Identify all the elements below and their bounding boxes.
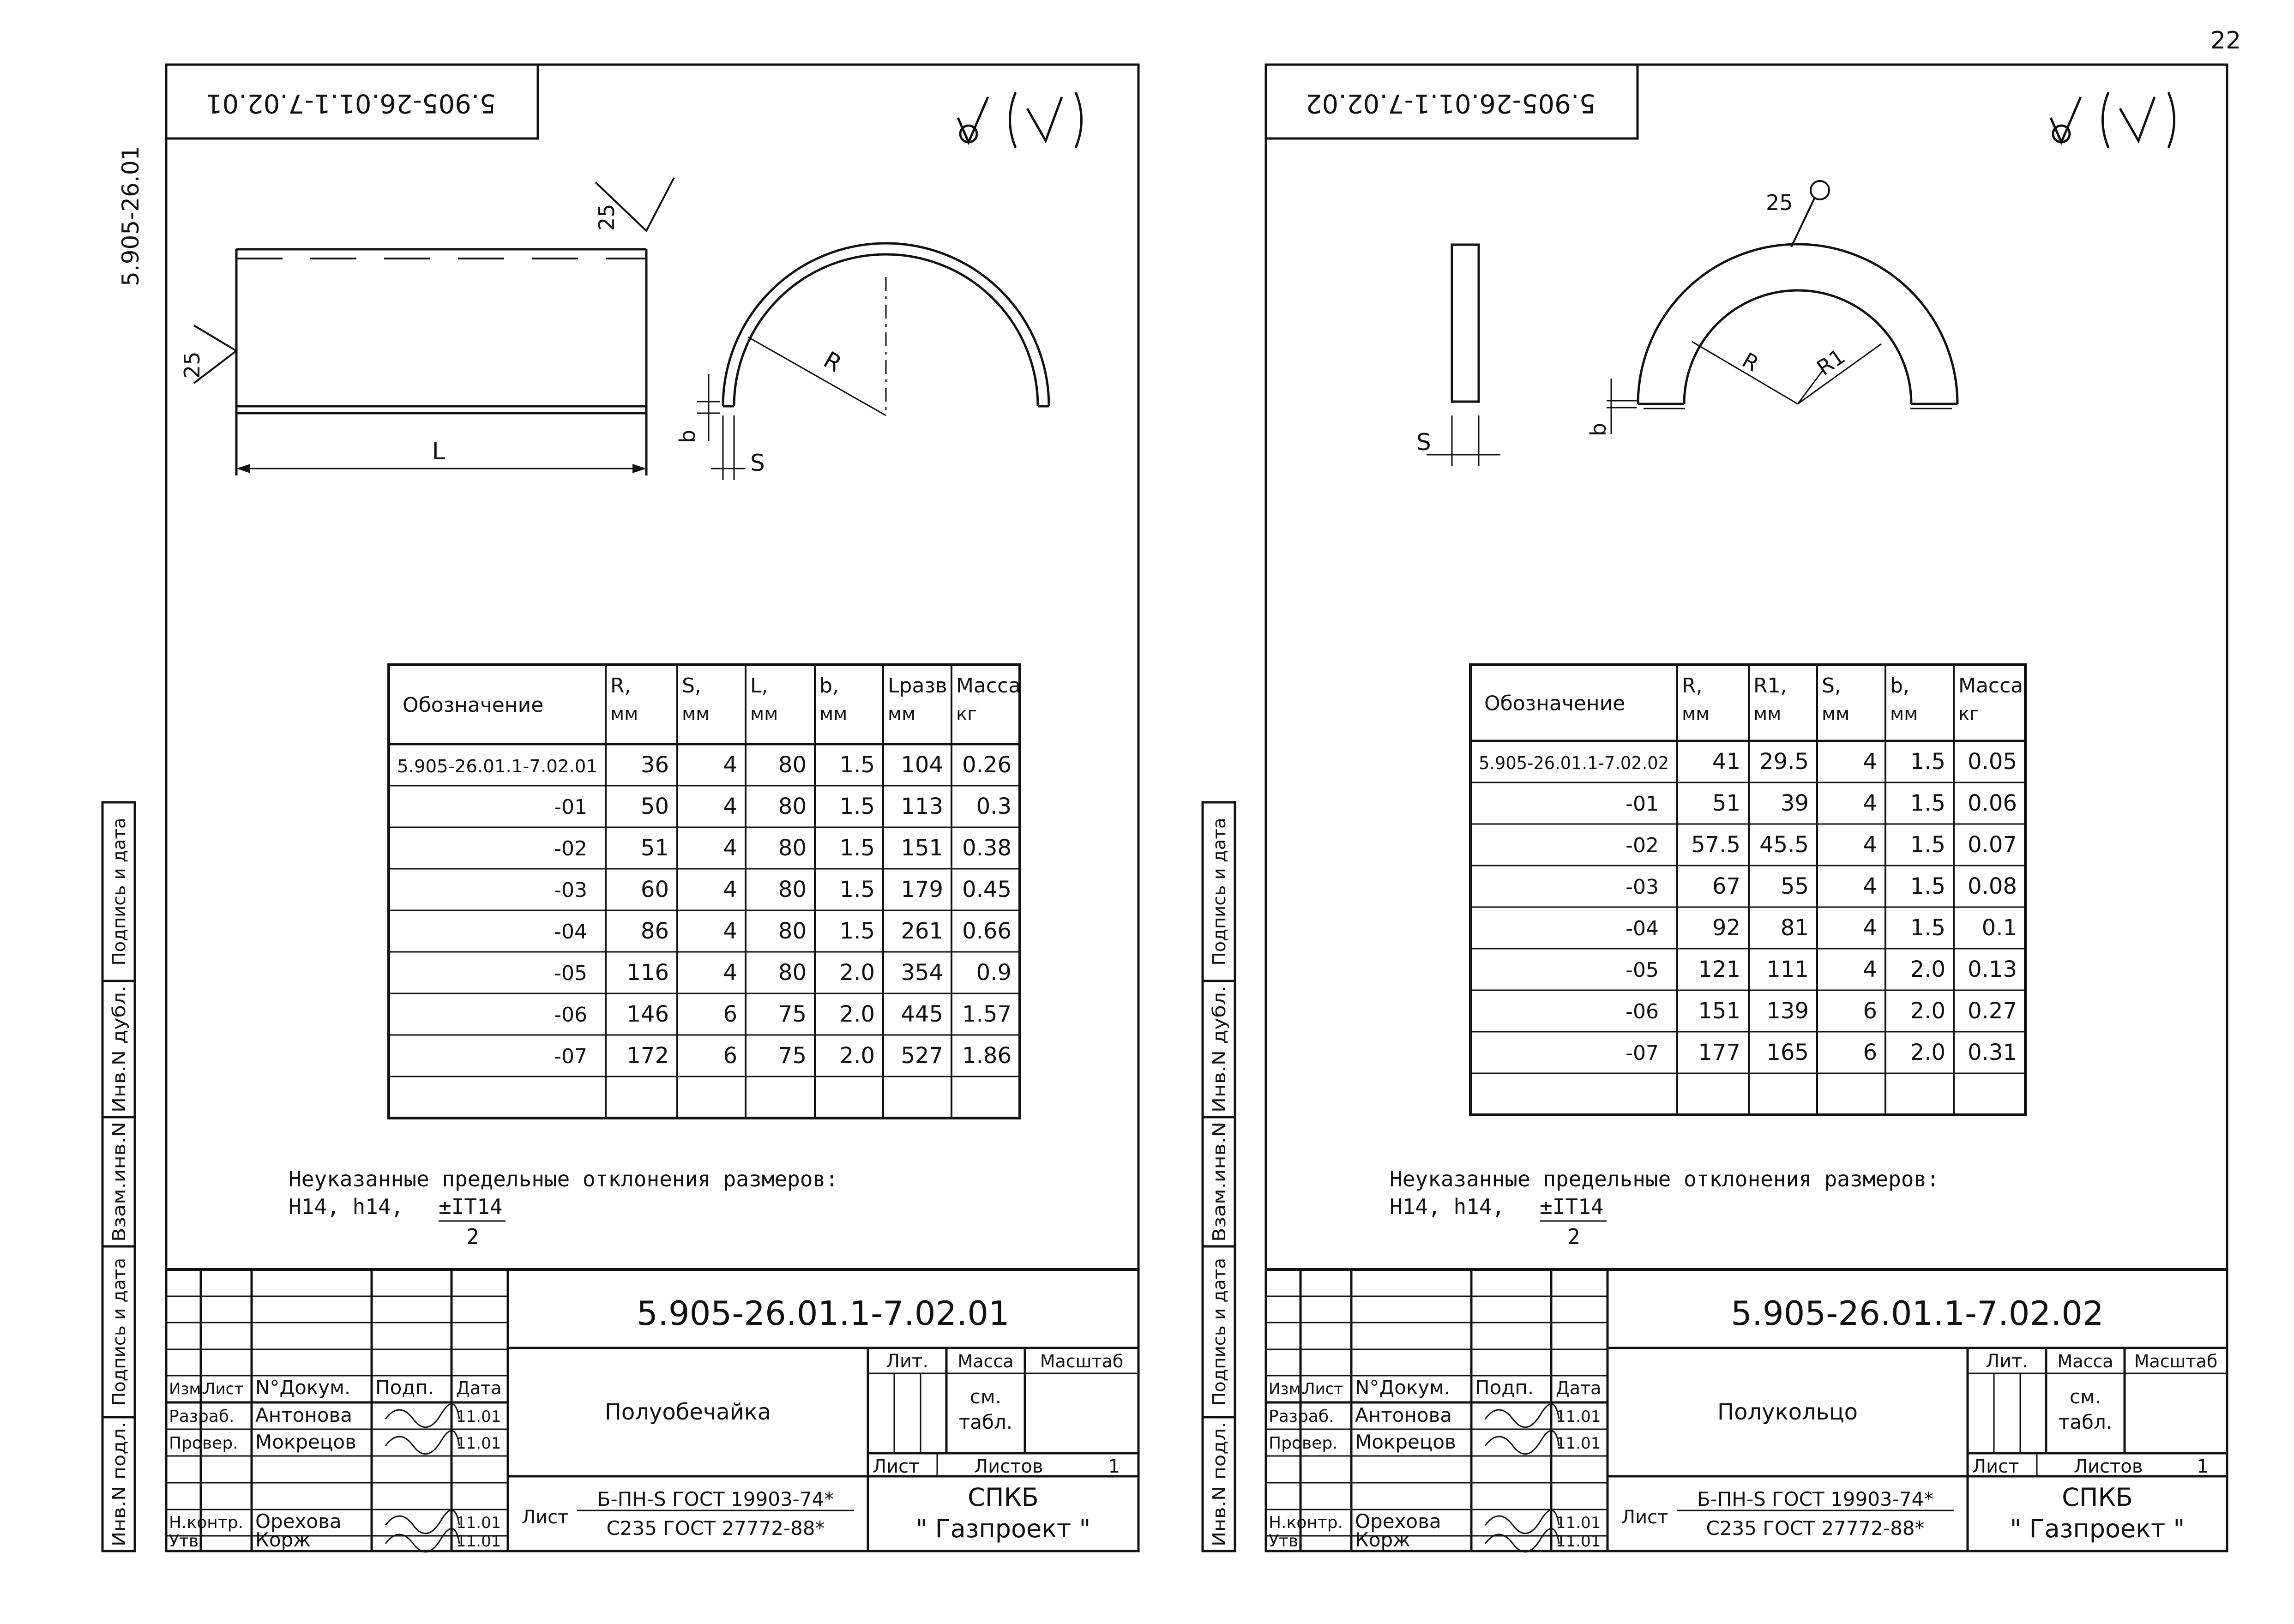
sheet-1-tolerance-frac-top: ±IT14 [439, 1194, 503, 1219]
sheet-2-roughness-top: 25 [1766, 190, 1793, 215]
sheet-2-tb-material-prefix: Лист [1621, 1507, 1668, 1528]
sheet-1-tb-signature-0 [385, 1404, 459, 1427]
sheet-1-table-row-5-col-3: 80 [778, 960, 807, 986]
sheet-1-table-row-2-col-1: 51 [640, 835, 669, 861]
sheet-2-table-row-0-col-1: 41 [1712, 749, 1740, 775]
sheet-2-table-row-6-col-5: 0.27 [1968, 998, 2017, 1024]
sheet-2-table-row-1-col-3: 4 [1863, 790, 1877, 816]
sheet-2-tb-code: 5.905-26.01.1-7.02.02 [1731, 1294, 2104, 1333]
sheet-2 [1266, 65, 2227, 1552]
sheet-2-tb-date-0: 11.01 [1556, 1407, 1601, 1426]
sheet-2-table-row-4-col-5: 0.1 [1981, 915, 2017, 941]
sheet-1-table-row-5-col-4: 2.0 [839, 960, 875, 986]
sheet-2-table-row-2-col-5: 0.07 [1968, 832, 2017, 858]
sheet-1-table-header-2-top: S, [682, 674, 701, 698]
sheet-1-tolerance-line1: Неуказанные предельные отклонения размеров: [289, 1167, 838, 1191]
sheet-1-table-row-1-col-5: 113 [901, 794, 943, 819]
sheet-1-tb-name: Полуобечайка [604, 1399, 771, 1425]
sheet-1-tb-name-0: Антонова [255, 1404, 352, 1426]
sheet-2-table-header-4-top: b, [1890, 674, 1909, 698]
sheet-1-tolerance-frac-bottom: 2 [466, 1224, 479, 1249]
sheet-2-table-row-6-col-1: 151 [1698, 998, 1740, 1024]
sheet-2-table-row-6-col-2: 139 [1766, 998, 1809, 1024]
sheet-1-table-row-4-col-1: 86 [640, 918, 669, 944]
sheet-2-tb-name-0: Антонова [1355, 1404, 1452, 1426]
sheet-2-table-row-2-col-2: 45.5 [1759, 832, 1809, 858]
sheet-1-tb-massa: Масса [957, 1351, 1014, 1371]
sheet-1-table-header-6-unit: кг [956, 704, 977, 725]
sheet-1-table-row-7-designation: -07 [554, 1045, 587, 1068]
sheet-2-tb-mass-value-1: см. [2069, 1385, 2101, 1408]
sheet-2-table-header-1-top: R, [1682, 674, 1703, 698]
sheet-1-side-stamp-field-4: Подпись и дата [109, 820, 129, 966]
sheet-2-table-row-6-designation: -06 [1626, 1000, 1659, 1023]
sheet-2-table-row-7-col-4: 2.0 [1910, 1040, 1945, 1065]
sheet-2-tb-listov: Листов [2074, 1456, 2143, 1477]
sheet-1-data-table [389, 665, 1021, 1118]
sheet-1-table-header-designation: Обозначение [403, 693, 544, 717]
sheet-2-tb-list: Лист [1972, 1456, 2019, 1477]
page-number: 22 [2210, 27, 2241, 54]
sheet-1-table-header-4-unit: мм [819, 704, 848, 725]
sheet-2-table-row-4-designation: -04 [1626, 917, 1659, 940]
sheet-1-tb-name-1: Мокрецов [255, 1431, 356, 1453]
sheet-2-table-header-1-unit: мм [1682, 704, 1710, 725]
sheet-1-side-stamp-field-0: Инв.N подл. [109, 1436, 129, 1546]
sheet-1-table-row-6-col-2: 6 [723, 1001, 737, 1027]
sheet-2-side-stamp-field-0: Инв.N подл. [1209, 1436, 1229, 1546]
sheet-2-table-row-0-col-4: 1.5 [1910, 749, 1945, 775]
sheet-1-tb-col-podp: Подп. [375, 1376, 434, 1399]
sheet-1-table-row-1-col-2: 4 [723, 794, 737, 819]
sheet-1-tb-date-1: 11.01 [456, 1434, 501, 1453]
sheet-1-table-row-1-col-1: 50 [640, 794, 669, 819]
sheet-1-tb-name-2: Орехова [255, 1510, 342, 1533]
sheet-2-tolerance-frac-top: ±IT14 [1540, 1194, 1604, 1219]
sheet-1-table-row-7-col-1: 172 [626, 1043, 669, 1069]
sheet-2-table-header-5-unit: кг [1958, 704, 1980, 725]
sheet-1-table-row-5-col-5: 354 [901, 960, 943, 986]
sheet-1-tb-listov-value: 1 [1108, 1456, 1120, 1477]
sheet-1-table-row-7-col-5: 527 [901, 1043, 943, 1069]
sheet-2-table-row-5-col-3: 4 [1863, 956, 1877, 982]
sheet-2-tb-date-3: 11.01 [1556, 1532, 1601, 1551]
sheet-2-tb-date-1: 11.01 [1556, 1434, 1601, 1453]
sheet-1-table-header-3-top: L, [750, 674, 768, 698]
sheet-2-table-row-5-designation: -05 [1626, 958, 1659, 982]
sheet-2-tb-role-3: Утв. [1269, 1532, 1304, 1551]
sheet-2-tb-material-top: Б-ПН-S ГОСТ 19903-74* [1697, 1488, 1934, 1510]
sheet-2-table-row-4-col-1: 92 [1712, 915, 1740, 941]
sheet-1-table-row-2-col-2: 4 [723, 835, 737, 861]
sheet-1-table-row-6-col-3: 75 [778, 1001, 807, 1027]
sheet-2-data-table [1470, 665, 2025, 1115]
sheet-2-table-row-6-col-3: 6 [1863, 998, 1877, 1024]
sheet-2-dim-r1: R1 [1812, 343, 1850, 381]
sheet-1-table-row-0-designation: 5.905-26.01.1-7.02.01 [397, 756, 597, 776]
sheet-2-side-stamp [1203, 802, 1235, 1551]
sheet-1-side-stamp-field-3: Инв.N дубл. [109, 1003, 129, 1113]
vertical-series-code: 5.905-26.01 [117, 145, 144, 286]
sheet-2-table-row-1-col-5: 0.06 [1968, 790, 2017, 816]
sheet-2-table-row-2-col-3: 4 [1863, 832, 1877, 858]
sheet-2-table-row-4-col-3: 4 [1863, 915, 1877, 941]
sheet-1-tb-role-1: Провер. [169, 1434, 238, 1453]
sheet-1-table-row-4-col-2: 4 [723, 918, 737, 944]
sheet-2-table-row-0-col-2: 29.5 [1759, 749, 1809, 775]
sheet-2-tolerance-line2: H14, h14, [1390, 1194, 1505, 1219]
sheet-2-table-header-3-unit: мм [1822, 704, 1850, 725]
sheet-1-table-row-6-col-6: 1.57 [962, 1001, 1012, 1027]
sheet-1-tb-signature-1 [385, 1431, 459, 1454]
sheet-1-table-row-4-designation: -04 [554, 920, 587, 944]
sheet-2-tb-role-2: Н.контр. [1269, 1513, 1343, 1532]
sheet-2-tb-org-2: " Газпроект " [2010, 1514, 2185, 1543]
sheet-1-tb-role-3: Утв. [169, 1532, 204, 1551]
sheet-2-tb-material-bottom: С235 ГОСТ 27772-88* [1706, 1517, 1925, 1540]
sheet-1-tb-material-bottom: С235 ГОСТ 27772-88* [606, 1517, 825, 1540]
sheet-2-side-stamp-field-4: Подпись и дата [1209, 820, 1229, 966]
sheet-1-tb-masshtab: Масштаб [1040, 1351, 1124, 1371]
sheet-2-table-row-3-designation: -03 [1626, 875, 1659, 899]
sheet-2-table-row-1-col-1: 51 [1712, 790, 1740, 816]
sheet-2-table-row-7-col-5: 0.31 [1968, 1040, 2017, 1065]
sheet-1-tb-date-0: 11.01 [456, 1407, 501, 1426]
sheet-1-table-header-4-top: b, [819, 674, 839, 698]
sheet-2-side-stamp-field-1: Подпись и дата [1209, 1260, 1229, 1406]
sheet-2-table-row-3-col-5: 0.08 [1968, 873, 2017, 899]
sheet-2-tb-signature-0 [1485, 1404, 1559, 1427]
sheet-2-table-row-7-col-2: 165 [1766, 1040, 1809, 1065]
sheet-1-table-row-4-col-6: 0.66 [962, 918, 1012, 944]
sheet-2-tolerance-line1: Неуказанные предельные отклонения размеров: [1390, 1167, 1939, 1191]
sheet-1 [166, 65, 1138, 1552]
sheet-1-table-row-0-col-6: 0.26 [962, 752, 1012, 778]
sheet-2-table-row-3-col-4: 1.5 [1910, 873, 1945, 899]
sheet-2-tb-signature-1 [1485, 1431, 1559, 1454]
sheet-1-table-row-3-col-2: 4 [723, 877, 737, 902]
sheet-1-table-row-4-col-4: 1.5 [839, 918, 875, 944]
sheet-1-table-row-3-col-5: 179 [901, 877, 943, 902]
sheet-1-table-row-3-col-3: 80 [778, 877, 807, 902]
sheet-2-table-header-2-top: R1, [1753, 674, 1787, 698]
sheet-1-dim-r: R [819, 346, 847, 378]
sheet-2-upside-code: 5.905-26.01.1-7.02.02 [1305, 88, 1596, 118]
sheet-2-tb-org-1: СПКБ [2062, 1483, 2133, 1512]
sheet-2-tolerance-note [1390, 1167, 1939, 1249]
sheet-2-tb-col-izm: Изм. [1269, 1380, 1306, 1398]
sheet-2-table-row-1-col-2: 39 [1780, 790, 1809, 816]
sheet-1-tb-name-3: Корж [255, 1528, 311, 1551]
sheet-1-tb-org-2: " Газпроект " [915, 1514, 1091, 1543]
sheet-1-dim-s: S [750, 450, 765, 476]
sheet-1-table-header-2-unit: мм [682, 704, 710, 725]
sheet-2-table-row-5-col-5: 0.13 [1968, 956, 2017, 982]
sheet-1-tb-material-top: Б-ПН-S ГОСТ 19903-74* [597, 1488, 834, 1510]
sheet-2-dim-b: b [1586, 422, 1611, 436]
sheet-1-table-row-1-designation: -01 [554, 795, 587, 819]
sheet-1-table-header-5-top: Lразв [888, 674, 947, 698]
sheet-1-title-block [166, 1269, 1138, 1552]
sheet-1-tb-mass-value-1: см. [969, 1385, 1002, 1408]
sheet-2-tolerance-frac-bottom: 2 [1567, 1224, 1580, 1249]
sheet-1-table-header-1-top: R, [610, 674, 631, 698]
sheet-1-table-row-3-col-1: 60 [640, 877, 669, 902]
sheet-1-tb-mass-value-2: табл. [958, 1411, 1013, 1433]
sheet-2-table-header-2-unit: мм [1753, 704, 1782, 725]
sheet-1-tb-lit: Лит. [885, 1351, 929, 1372]
sheet-1-table-row-6-col-1: 146 [626, 1001, 669, 1027]
sheet-1-table-row-0-col-3: 80 [778, 752, 807, 778]
sheet-1-table-row-4-col-5: 261 [901, 918, 943, 944]
sheet-2-table-row-0-designation: 5.905-26.01.1-7.02.02 [1479, 753, 1669, 773]
sheet-2-table-row-6-col-4: 2.0 [1910, 998, 1945, 1024]
sheet-1-table-row-0-col-4: 1.5 [839, 752, 875, 778]
sheet-1-tb-role-2: Н.контр. [169, 1513, 244, 1532]
sheet-2-table-row-7-col-3: 6 [1863, 1040, 1877, 1065]
sheet-2-table-row-4-col-4: 1.5 [1910, 915, 1945, 941]
sheet-2-title-block [1266, 1269, 2227, 1552]
sheet-1-table-row-5-col-6: 0.9 [976, 960, 1012, 986]
sheet-2-table-row-3-col-1: 67 [1712, 873, 1740, 899]
sheet-1-side-stamp-field-1: Подпись и дата [109, 1260, 129, 1406]
sheet-1-tb-code: 5.905-26.01.1-7.02.01 [637, 1294, 1010, 1333]
sheet-1-table-row-7-col-2: 6 [723, 1043, 737, 1069]
sheet-2-table-row-2-col-4: 1.5 [1910, 832, 1945, 858]
sheet-2-table-row-5-col-1: 121 [1698, 956, 1740, 982]
sheet-2-tb-name-3: Корж [1355, 1528, 1411, 1551]
sheet-1-tb-signature-3 [385, 1528, 459, 1552]
sheet-2-dim-s: S [1416, 429, 1431, 456]
sheet-1-table-header-3-unit: мм [750, 704, 778, 725]
sheet-1-dim-b: b [675, 429, 700, 443]
sheet-1-tb-col-izm: Изм. [169, 1380, 206, 1398]
sheet-1-table-row-5-col-1: 116 [626, 960, 669, 986]
sheet-2-tb-lit: Лит. [1985, 1351, 2029, 1372]
sheet-1-tb-role-0: Разраб. [169, 1407, 235, 1426]
sheet-1-tb-col-dokum: N°Докум. [255, 1376, 351, 1399]
sheet-1-tb-material-prefix: Лист [522, 1507, 569, 1528]
sheet-1-table-row-2-designation: -02 [554, 837, 587, 860]
sheet-1-table-row-3-col-4: 1.5 [839, 877, 875, 902]
sheet-2-dim-r: R [1738, 347, 1764, 377]
sheet-1-tolerance-line2: H14, h14, [289, 1194, 404, 1219]
sheet-1-tb-org-1: СПКБ [968, 1483, 1039, 1512]
sheet-1-semicircle-view [697, 243, 1049, 480]
sheet-1-table-row-2-col-3: 80 [778, 835, 807, 861]
sheet-2-table-row-1-designation: -01 [1626, 792, 1659, 816]
sheet-2-tb-massa: Масса [2057, 1351, 2113, 1371]
sheet-2-table-row-4-col-2: 81 [1780, 915, 1809, 941]
sheet-1-table-row-6-designation: -06 [554, 1003, 587, 1027]
sheet-2-side-stamp-field-2: Взам.инв.N [1209, 1139, 1229, 1242]
sheet-1-table-row-6-col-5: 445 [901, 1001, 943, 1027]
sheet-2-table-row-3-col-2: 55 [1780, 873, 1809, 899]
sheet-2-tb-listov-value: 1 [2197, 1456, 2209, 1477]
sheet-2-table-row-2-col-1: 57.5 [1691, 832, 1740, 858]
sheet-1-side-stamp-field-2: Взам.инв.N [109, 1139, 129, 1242]
sheet-1-tb-list: Лист [873, 1456, 920, 1477]
sheet-2-tb-col-dokum: N°Докум. [1355, 1376, 1451, 1399]
sheet-1-table-row-7-col-6: 1.86 [962, 1043, 1012, 1069]
sheet-2-table-header-5-top: Масса [1958, 674, 2023, 698]
sheet-1-table-row-3-col-6: 0.45 [962, 877, 1012, 902]
sheet-1-table-row-7-col-3: 75 [778, 1043, 807, 1069]
sheet-2-side-stamp-field-3: Инв.N дубл. [1209, 1003, 1229, 1113]
sheet-2-table-row-0-col-5: 0.05 [1968, 749, 2017, 775]
sheet-2-tb-role-0: Разраб. [1269, 1407, 1334, 1426]
sheet-1-tb-date-3: 11.01 [456, 1532, 501, 1551]
sheet-2-table-header-4-unit: мм [1890, 704, 1918, 725]
sheet-1-table-row-6-col-4: 2.0 [839, 1001, 875, 1027]
sheet-1-upside-code: 5.905-26.01.1-7.02.01 [205, 88, 496, 118]
sheet-2-tb-mass-value-2: табл. [2058, 1411, 2113, 1433]
sheet-1-table-header-5-unit: мм [888, 704, 916, 725]
sheet-1-table-row-0-col-5: 104 [901, 752, 943, 778]
sheet-2-tb-signature-3 [1485, 1528, 1559, 1552]
sheet-2-table-row-7-designation: -07 [1626, 1041, 1659, 1065]
sheet-2-tb-name-1: Мокрецов [1355, 1431, 1456, 1453]
sheet-1-table-row-5-col-2: 4 [723, 960, 737, 986]
sheet-1-table-row-1-col-4: 1.5 [839, 794, 875, 819]
sheet-2-tb-date-2: 11.01 [1556, 1514, 1601, 1532]
sheet-2-tb-name-2: Орехова [1355, 1510, 1441, 1533]
sheet-1-table-row-2-col-6: 0.38 [962, 835, 1012, 861]
sheet-1-table-row-1-col-3: 80 [778, 794, 807, 819]
sheet-1-table-row-4-col-3: 80 [778, 918, 807, 944]
sheet-1-dim-l: L [432, 438, 446, 465]
sheet-2-table-row-1-col-4: 1.5 [1910, 790, 1945, 816]
sheet-1-tb-date-2: 11.01 [456, 1514, 501, 1532]
sheet-1-tb-col-data: Дата [456, 1378, 502, 1398]
sheet-2-table-row-3-col-3: 4 [1863, 873, 1877, 899]
sheet-2-half-ring-view [1607, 181, 1957, 434]
sheet-1-tb-col-list: Лист [204, 1380, 244, 1398]
sheet-1-table-header-6-top: Масса [956, 674, 1021, 698]
sheet-2-tb-col-data: Дата [1556, 1378, 1602, 1398]
sheet-1-table-row-7-col-4: 2.0 [839, 1043, 875, 1069]
sheet-2-tb-masshtab: Масштаб [2134, 1351, 2218, 1371]
sheet-2-table-row-5-col-2: 111 [1766, 956, 1809, 982]
sheet-1-table-row-0-col-2: 4 [723, 752, 737, 778]
sheet-1-table-row-2-col-5: 151 [901, 835, 943, 861]
sheet-1-tb-listov: Листов [974, 1456, 1043, 1477]
sheet-1-roughness-top: 25 [594, 204, 619, 231]
sheet-1-table-header-1-unit: мм [610, 704, 638, 725]
sheet-1-table-row-5-designation: -05 [554, 962, 587, 985]
sheet-1-table-row-2-col-4: 1.5 [839, 835, 875, 861]
sheet-2-tb-name: Полукольцо [1717, 1399, 1858, 1425]
sheet-2-tb-col-list: Лист [1303, 1380, 1343, 1398]
sheet-2-table-header-3-top: S, [1822, 674, 1841, 698]
sheet-2-table-row-7-col-1: 177 [1698, 1040, 1740, 1065]
sheet-2-table-header-designation: Обозначение [1484, 692, 1626, 716]
sheet-1-tolerance-note [289, 1167, 838, 1249]
sheet-1-side-stamp [102, 802, 135, 1551]
sheet-2-table-row-5-col-4: 2.0 [1910, 956, 1945, 982]
sheet-1-table-row-1-col-6: 0.3 [976, 794, 1012, 819]
sheet-2-roughness-symbol [2051, 92, 2174, 148]
sheet-1-table-row-0-col-1: 36 [640, 752, 669, 778]
sheet-2-table-row-2-designation: -02 [1626, 834, 1659, 857]
sheet-1-roughness-left: 25 [180, 351, 205, 379]
sheet-1-table-row-3-designation: -03 [554, 878, 587, 902]
sheet-2-side-view [1427, 245, 1500, 466]
sheet-2-table-row-0-col-3: 4 [1863, 749, 1877, 775]
sheet-2-tb-role-1: Провер. [1269, 1434, 1338, 1453]
sheet-1-roughness-symbol [958, 92, 1082, 148]
sheet-2-tb-col-podp: Подп. [1475, 1376, 1534, 1399]
